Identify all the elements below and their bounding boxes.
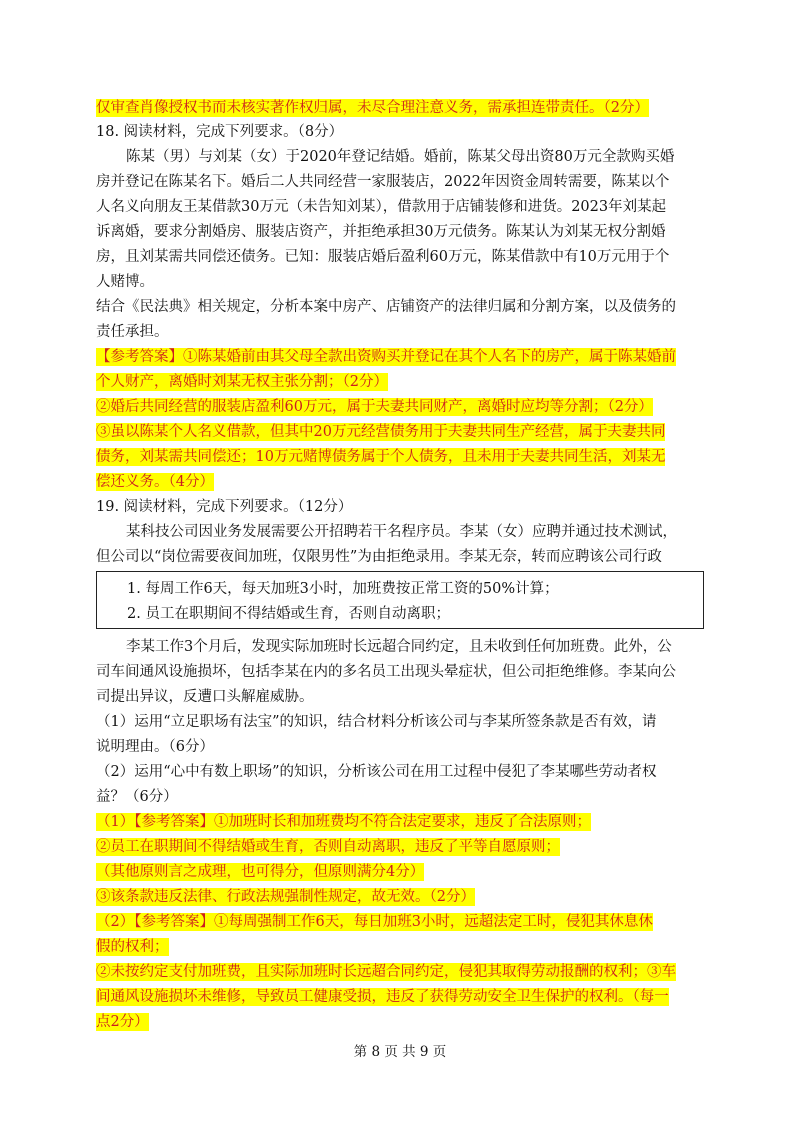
material-line: 但公司以“岗位需要夜间加班，仅限男性”为由拒绝录用。李某无奈，转而应聘该公司行政 — [96, 549, 662, 565]
answer-line — [96, 936, 708, 958]
question-18-title: 18. 阅读材料，完成下列要求。（8分） — [96, 124, 344, 140]
clause-item: 2. 员工在职期间不得结婚或生育，否则自动离职； — [127, 606, 450, 622]
answer-line — [96, 346, 708, 368]
answer-line — [96, 471, 708, 493]
answer-text: （其他原则言之成理，也可得分，但原则满分4分） — [96, 864, 425, 880]
answer-text: ②婚后共同经营的服装店盈利60万元，属于夫妻共同财产，离婚时应均等分割；（2分） — [96, 399, 653, 415]
material-line: 陈某（男）与刘某（女）于2020年登记结婚。婚前，陈某父母出资80万元全款购买婚 — [126, 149, 675, 165]
answer-line — [96, 396, 708, 418]
answer-text: 仅审查肖像授权书而未核实著作权归属，未尽合理注意义务，需承担连带责任。（2分） — [96, 100, 649, 116]
material-line: 房，且刘某需共同偿还债务。已知：服装店婚后盈利60万元，陈某借款中有10万元用于个 — [96, 249, 670, 265]
answer-text: 偿还义务。（4分） — [96, 474, 214, 490]
answer-line — [96, 911, 708, 933]
answer-text: 【参考答案】①陈某婚前由其父母全款出资购买并登记在其个人名下的房产，属于陈某婚前 — [96, 349, 676, 365]
answer-line — [96, 961, 708, 983]
answer-line — [96, 886, 708, 908]
answer-text: ③虽以陈某个人名义借款，但其中20万元经营债务用于夫妻共同生产经营，属于夫妻共同 — [96, 424, 666, 440]
answer-line — [96, 97, 708, 119]
answer-text: （1）【参考答案】①加班时长和加班费均不符合法定要求，违反了合法原则； — [96, 814, 591, 830]
answer-text: （2）【参考答案】①每周强制工作6天，每日加班3小时，远超法定工时，侵犯其休息休 — [96, 914, 653, 930]
sub-question: （1）运用“立足职场有法宝”的知识，结合材料分析该公司与李某所签条款是否有效，请 — [96, 714, 657, 730]
answer-line — [96, 371, 708, 393]
page-footer: 第 8 页 共 9 页 — [353, 1044, 447, 1060]
material-line: 某科技公司因业务发展需要公开招聘若干名程序员。李某（女）应聘并通过技术测试， — [126, 524, 677, 540]
answer-text: 假的权利； — [96, 939, 169, 955]
answer-line — [96, 986, 708, 1008]
answer-line — [96, 861, 708, 883]
material-line: 司车间通风设施损坏，包括李某在内的多名员工出现头晕症状，但公司拒绝维修。李某向公 — [96, 664, 676, 680]
answer-line — [96, 811, 708, 833]
answer-text: ③该条款违反法律、行政法规强制性规定，故无效。（2分） — [96, 889, 475, 905]
answer-text: ②员工在职期间不得结婚或生育，否则自动离职，违反了平等自愿原则； — [96, 839, 560, 855]
material-line: 司提出异议，反遭口头解雇威胁。 — [96, 689, 314, 705]
answer-line — [96, 446, 708, 468]
contract-clauses-box — [96, 571, 704, 629]
question-19-title: 19. 阅读材料，完成下列要求。（12分） — [96, 499, 353, 515]
sub-question: 说明理由。（6分） — [96, 739, 214, 755]
answer-text: ②未按约定支付加班费，且实际加班时长远超合同约定，侵犯其取得劳动报酬的权利；③车 — [96, 964, 676, 980]
answer-text: 债务，刘某需共同偿还；10万元赌博债务属于个人债务，且未用于夫妻共同生活，刘某无 — [96, 449, 666, 465]
answer-text: 间通风设施损坏未维修，导致员工健康受损，违反了获得劳动安全卫生保护的权利。（每一 — [96, 989, 669, 1005]
answer-line — [96, 1011, 708, 1033]
question-prompt: 责任承担。 — [96, 324, 169, 340]
question-prompt: 结合《民法典》相关规定，分析本案中房产、店铺资产的法律归属和分割方案，以及债务的 — [96, 299, 676, 315]
sub-question: （2）运用“心中有数上职场”的知识，分析该公司在用工过程中侵犯了李某哪些劳动者权 — [96, 764, 657, 780]
clause-item: 1. 每周工作6天，每天加班3小时，加班费按正常工资的50%计算； — [127, 581, 559, 597]
material-line: 李某工作3个月后，发现实际加班时长远超合同约定，且未收到任何加班费。此外，公 — [126, 639, 672, 655]
answer-line — [96, 836, 708, 858]
material-line: 人赌博。 — [96, 274, 154, 290]
answer-text: 个人财产，离婚时刘某无权主张分割；（2分） — [96, 374, 388, 390]
material-line: 房并登记在陈某名下。婚后二人共同经营一家服装店，2022年因资金周转需要，陈某以个 — [96, 174, 670, 190]
answer-line — [96, 421, 708, 443]
material-line: 人名义向朋友王某借款30万元（未告知刘某），借款用于店铺装修和进货。2023年刘某起 — [96, 199, 667, 215]
material-line: 诉离婚，要求分割婚房、服装店资产，并拒绝承担30万元债务。陈某认为刘某无权分割婚 — [96, 224, 666, 240]
sub-question: 益？（6分） — [96, 789, 178, 805]
answer-text: 点2分） — [96, 1014, 149, 1030]
